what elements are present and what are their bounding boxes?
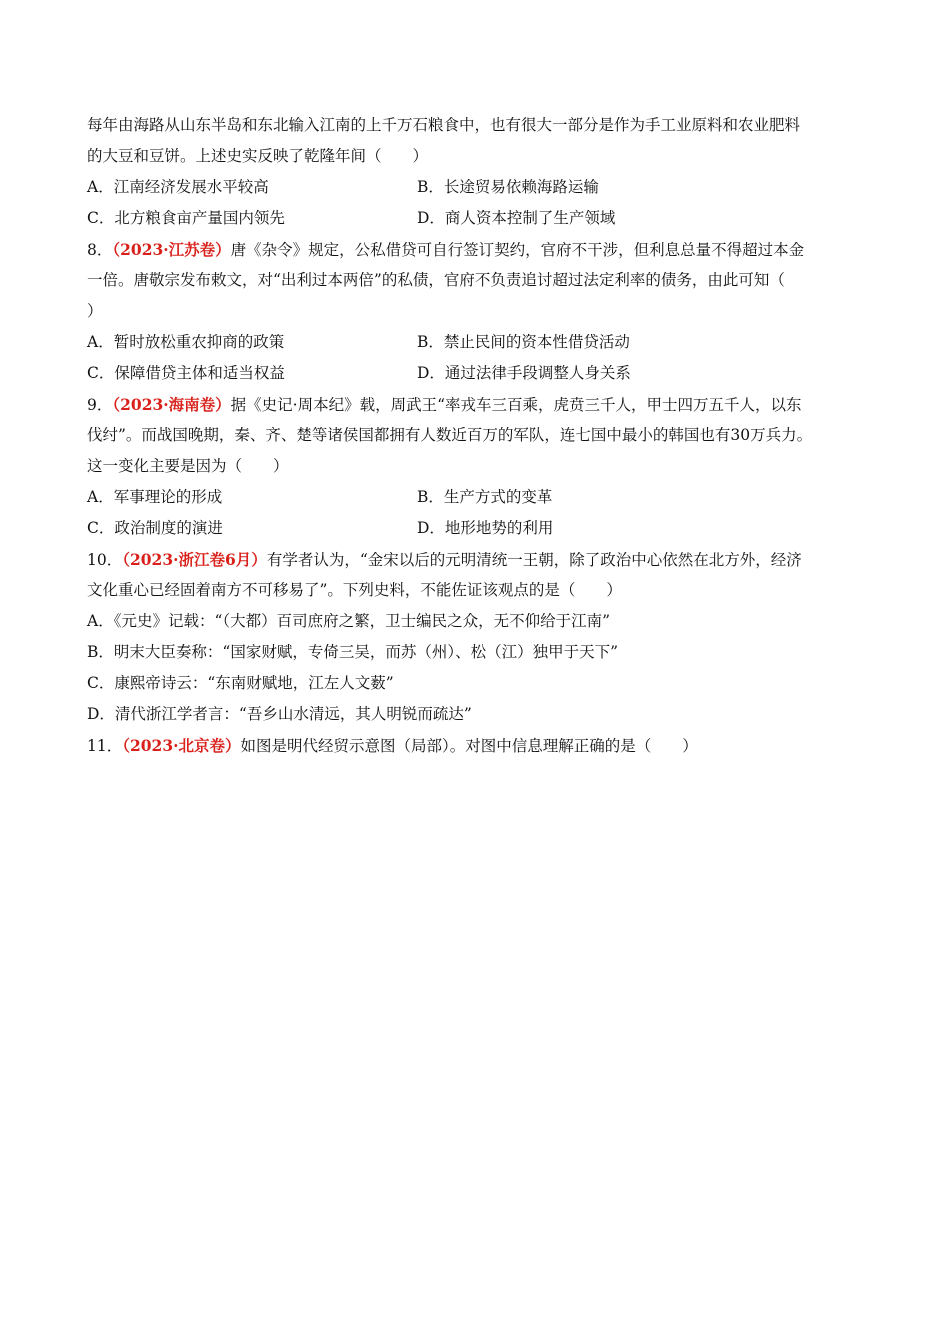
q8-stem-line-1 xyxy=(87,234,877,265)
q10-stem-line-1 xyxy=(87,544,877,575)
q8-source-tag: （2023·江苏卷） xyxy=(112,240,231,259)
q8-stem-line-2: 一倍。唐敬宗发布敕文，对“出利过本两倍”的私债，官府不负责追讨超过法定利率的债务，由此可知（ xyxy=(87,271,785,289)
q7-option-a: A．江南经济发展水平较高 xyxy=(87,178,269,196)
q9-number: 9． xyxy=(87,396,113,414)
q8-stem-line-3: ） xyxy=(87,302,103,320)
q7-option-c: C．北方粮食亩产量国内领先 xyxy=(87,209,285,227)
q9-option-c: C．政治制度的演进 xyxy=(87,519,223,537)
q9-stem-line-2: 伐纣”。而战国晚期，秦、齐、楚等诸侯国都拥有人数近百万的军队，连七国中最小的韩国也有30万兵力。 xyxy=(87,426,813,444)
q10-option-a: A．《元史》记载：“（大都）百司庶府之繁，卫士编民之众，无不仰给于江南” xyxy=(87,612,611,630)
q8-number: 8． xyxy=(87,241,113,259)
q8-option-d: D．通过法律手段调整人身关系 xyxy=(417,364,631,382)
q10-source-tag: （2023·浙江卷6月） xyxy=(122,550,267,569)
q10-option-d: D．清代浙江学者言：“吾乡山水清远，其人明锐而疏达” xyxy=(87,705,472,723)
q11-source-tag: （2023·北京卷） xyxy=(122,736,241,755)
q9-options-row-2 xyxy=(87,513,877,544)
q11-number: 11． xyxy=(87,737,123,755)
q9-option-a: A．军事理论的形成 xyxy=(87,488,223,506)
q9-options-row-1 xyxy=(87,482,877,513)
q9-option-d: D．地形地势的利用 xyxy=(417,519,554,537)
q7-option-b: B．长途贸易依赖海路运输 xyxy=(417,178,599,196)
q9-stem-line-1 xyxy=(87,389,877,420)
q8-options-row-2 xyxy=(87,358,877,389)
q9-option-b: B．生产方式的变革 xyxy=(417,488,553,506)
q10-number: 10． xyxy=(87,551,123,569)
q8-option-c: C．保障借贷主体和适当权益 xyxy=(87,364,285,382)
q8-options-row-1 xyxy=(87,327,877,358)
q9-source-tag: （2023·海南卷） xyxy=(112,395,231,414)
q9-stem-line-3: 这一变化主要是因为（ ） xyxy=(87,457,289,475)
q10-option-c: C．康熙帝诗云：“东南财赋地，江左人文薮” xyxy=(87,674,394,692)
q7-options-row-1 xyxy=(87,172,877,203)
q7-stem-line-2: 的大豆和豆饼。上述史实反映了乾隆年间（ ） xyxy=(87,147,429,165)
q11-stem-line-1 xyxy=(87,730,877,761)
q7-option-d: D．商人资本控制了生产领域 xyxy=(417,209,616,227)
q10-stem-line-2: 文化重心已经固着南方不可移易了”。下列史料，不能佐证该观点的是（ ） xyxy=(87,581,622,599)
q8-option-b: B．禁止民间的资本性借贷活动 xyxy=(417,333,630,351)
q7-stem-line-1: 每年由海路从山东半岛和东北输入江南的上千万石粮食中，也有很大一部分是作为手工业原料和农业肥料 xyxy=(87,116,801,134)
q7-options-row-2 xyxy=(87,203,877,234)
q10-option-b: B．明末大臣奏称：“国家财赋，专倚三吴，而苏（州）、松（江）独甲于天下” xyxy=(87,643,618,661)
q8-stem-text: 唐《杂令》规定，公私借贷可自行签订契约，官府不干涉，但利息总量不得超过本金 xyxy=(230,241,805,259)
q8-option-a: A．暂时放松重农抑商的政策 xyxy=(87,333,285,351)
question-page xyxy=(87,110,877,761)
q10-stem-text: 有学者认为，“金宋以后的元明清统一王朝，除了政治中心依然在北方外，经济 xyxy=(266,551,802,569)
q11-stem-text: 如图是明代经贸示意图（局部）。对图中信息理解正确的是（ ） xyxy=(240,737,698,755)
q9-stem-text: 据《史记·周本纪》载，周武王“率戎车三百乘，虎贲三千人，甲士四万五千人，以东 xyxy=(230,396,802,414)
